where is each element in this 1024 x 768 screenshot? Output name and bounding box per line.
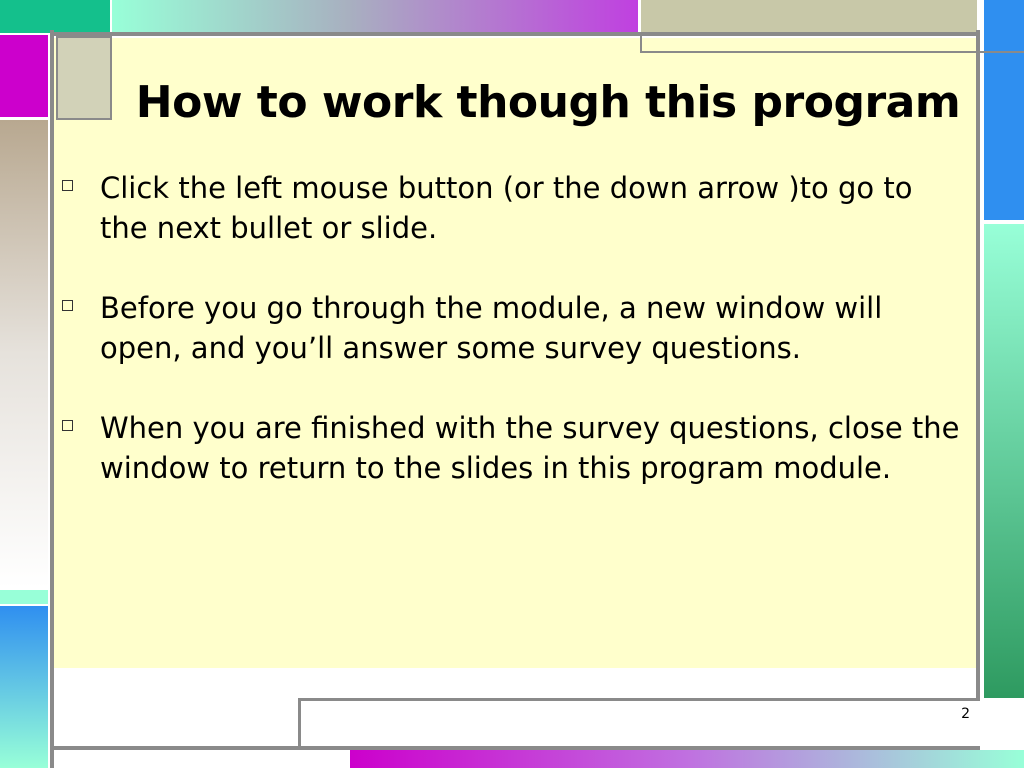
frame-right-line (976, 30, 980, 750)
bullet-list (62, 168, 962, 528)
square-bullet-icon (62, 180, 73, 191)
bullet-text: When you are finished with the survey questions, close the window to return to the slides in this program module. (100, 411, 960, 485)
frame-left-line (50, 30, 54, 768)
bottom-gradient-strip (350, 750, 1024, 768)
footer-box (298, 698, 980, 750)
bullet-item (62, 288, 962, 368)
top-gradient-strip (112, 0, 638, 33)
square-bullet-icon (62, 420, 73, 431)
slide-title: How to work though this program (135, 77, 961, 128)
right-green-block (984, 224, 1024, 698)
page-number: 2 (961, 706, 970, 722)
bullet-item (62, 408, 962, 488)
left-magenta-block (0, 35, 48, 117)
bullet-item (62, 168, 962, 248)
top-khaki-strip (641, 0, 977, 33)
bullet-text: Before you go through the module, a new window will open, and you’ll answer some survey questions. (100, 291, 883, 365)
frame-top-right-box (640, 33, 1024, 53)
top-green-strip (0, 0, 110, 33)
square-bullet-icon (62, 300, 73, 311)
bullet-text: Click the left mouse button (or the down arrow )to go to the next bullet or slide. (100, 171, 913, 245)
decorative-square (56, 36, 112, 120)
left-blue-block (0, 606, 48, 768)
left-mint-block (0, 590, 48, 604)
left-gradient-block (0, 120, 48, 588)
